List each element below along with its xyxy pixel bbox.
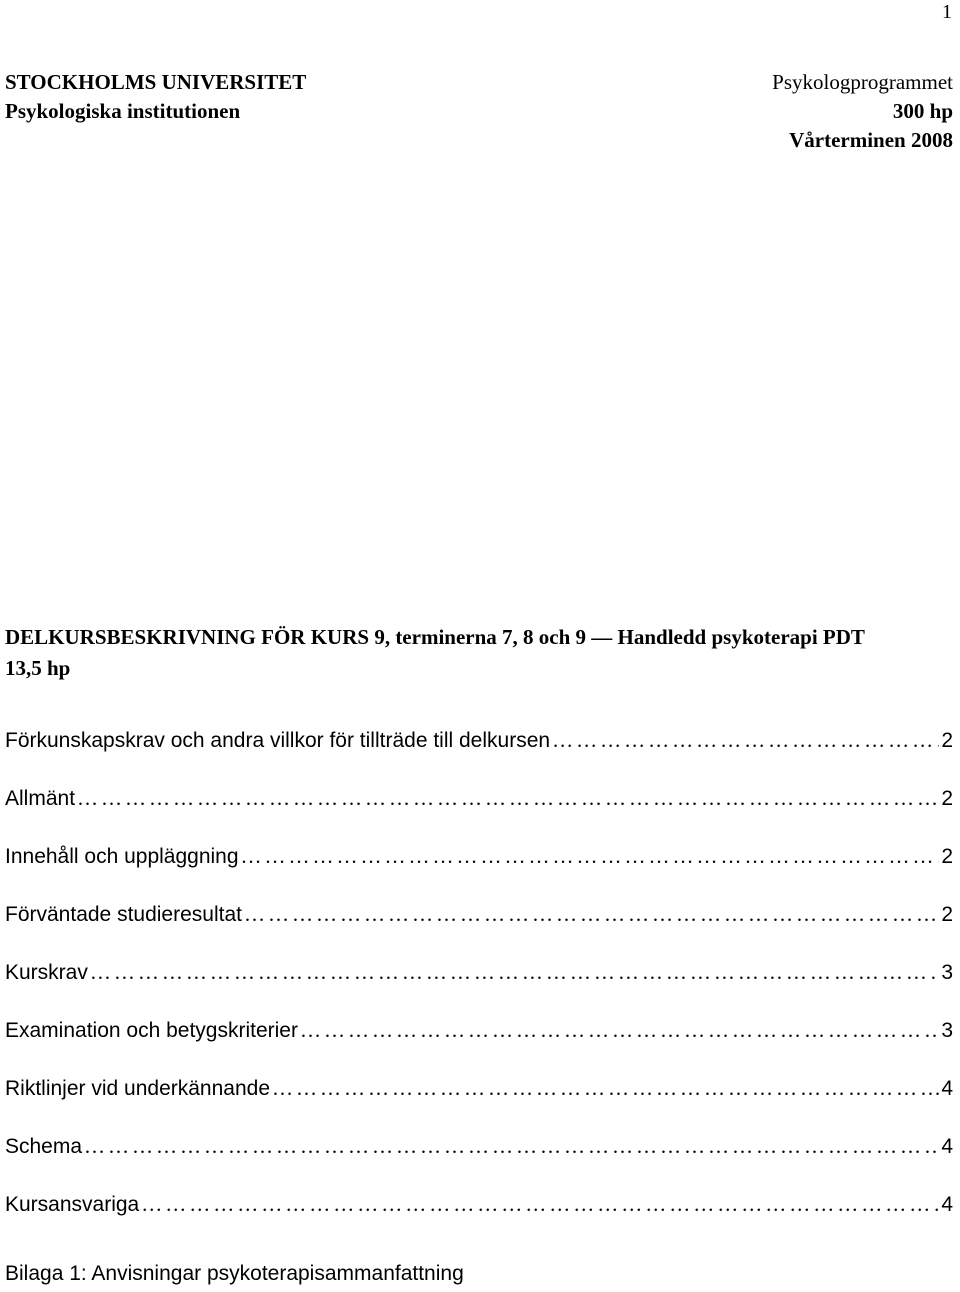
toc-item-label: Allmänt [5,787,76,810]
toc-item-label: Kurskrav [5,961,88,984]
toc-item-page: 4 [941,1077,953,1100]
toc-item-page: 2 [941,903,953,926]
toc-item[interactable] [5,902,953,960]
toc-leader [90,960,939,985]
toc-leader [77,786,939,811]
header-institution [5,68,306,126]
toc-item[interactable] [5,1134,953,1192]
program-credits: 300 hp [892,99,953,123]
toc-item-label: Schema [5,1135,83,1158]
toc-item-page: 4 [941,1135,953,1158]
page-number: 1 [942,1,952,23]
toc-item[interactable] [5,786,953,844]
document-title: DELKURSBESKRIVNING FÖR KURS 9, terminerna 7, 8 och 9 — Handledd psykoterapi PDT 13,5 hp [5,625,865,680]
table-of-contents [5,728,953,1250]
header-program [772,68,953,155]
program-name: Psykologprogrammet [772,70,953,94]
toc-item[interactable] [5,1076,953,1134]
toc-leader [552,728,939,753]
toc-item-label: Förkunskapskrav och andra villkor för tillträde till delkursen [5,729,551,752]
toc-item-page: 3 [941,1019,953,1042]
toc-item-label: Kursansvariga [5,1193,140,1216]
toc-item[interactable] [5,1018,953,1076]
toc-item-page: 2 [941,845,953,868]
toc-item-page: 4 [941,1193,953,1216]
toc-item-label: Riktlinjer vid underkännande [5,1077,270,1100]
toc-item-page: 2 [941,787,953,810]
toc-item-page: 3 [941,961,953,984]
toc-item[interactable] [5,844,953,902]
toc-leader [84,1134,939,1159]
toc-item-label: Innehåll och uppläggning [5,845,239,868]
toc-item[interactable] [5,728,953,786]
toc-item-label: Examination och betygskriterier [5,1019,298,1042]
toc-leader [300,1018,939,1043]
toc-leader [244,902,939,927]
department-name: Psykologiska institutionen [5,99,241,123]
university-name: STOCKHOLMS UNIVERSITET [5,70,307,94]
toc-leader [241,844,940,869]
toc-item-label: Förväntade studieresultat [5,903,242,926]
toc-leader [272,1076,939,1101]
toc-leader [141,1192,939,1217]
toc-item[interactable] [5,960,953,1018]
toc-item-page: 2 [941,729,953,752]
toc-item[interactable] [5,1192,953,1250]
appendix-reference: Bilaga 1: Anvisningar psykoterapisammanfattning [5,1262,464,1285]
program-term: Vårterminen 2008 [789,128,953,152]
